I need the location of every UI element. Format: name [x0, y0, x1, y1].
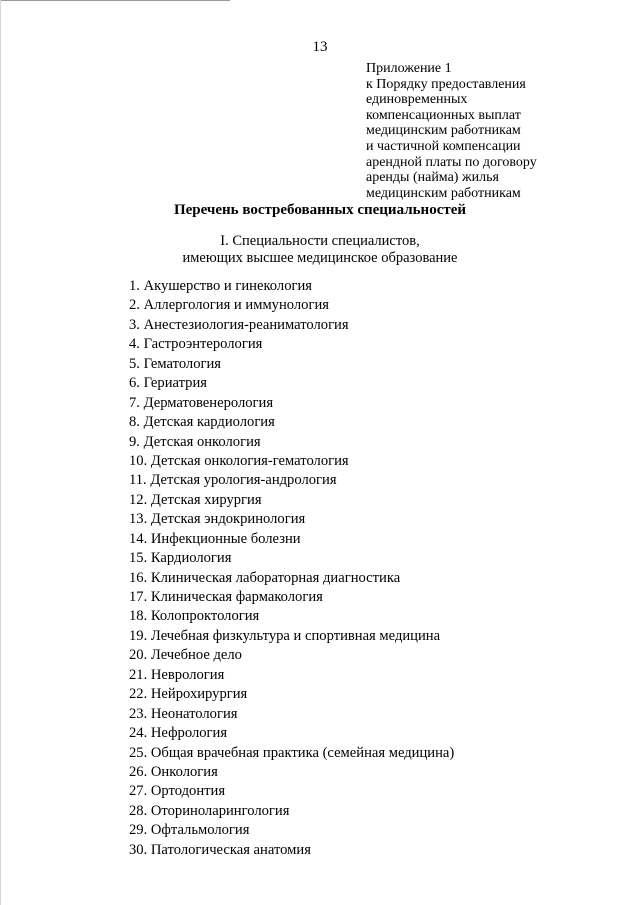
appendix-line: к Порядку предоставления	[366, 76, 526, 92]
list-item: 14. Инфекционные болезни	[129, 530, 301, 547]
appendix-line: медицинским работникам	[366, 123, 521, 139]
list-item: 15. Кардиология	[129, 550, 232, 567]
section-heading-line-2: имеющих высшее медицинское образование	[182, 249, 458, 266]
appendix-reference-block	[366, 61, 537, 201]
list-item: 21. Неврология	[129, 666, 225, 683]
appendix-line: аренды (найма) жилья	[366, 170, 499, 186]
section-heading-line-1: I. Специальности специалистов,	[220, 233, 420, 249]
list-item: 11. Детская урология-андрология	[129, 472, 337, 489]
list-item: 19. Лечебная физкультура и спортивная медицина	[129, 627, 441, 644]
list-item: 29. Офтальмология	[129, 822, 250, 839]
list-item: 27. Ортодонтия	[129, 783, 226, 800]
list-item: 12. Детская хирургия	[129, 491, 262, 508]
list-item: 17. Клиническая фармакология	[129, 589, 323, 605]
list-item: 3. Анестезиология-реаниматология	[129, 316, 349, 333]
list-item: 20. Лечебное дело	[129, 647, 242, 664]
section-heading	[0, 233, 640, 266]
list-item: 1. Акушерство и гинекология	[129, 278, 312, 294]
appendix-line: единовременных	[366, 92, 468, 108]
list-item: 25. Общая врачебная практика (семейная медицина)	[129, 744, 455, 761]
list-item: 7. Дерматовенерология	[129, 394, 274, 411]
specialty-list	[129, 277, 454, 860]
appendix-line: Приложение 1	[366, 61, 452, 76]
list-item: 18. Колопроктология	[129, 608, 260, 625]
scan-edge-top	[0, 0, 230, 1]
list-item: 13. Детская эндокринология	[129, 511, 306, 528]
list-item: 5. Гематология	[129, 355, 222, 372]
page-number: 13	[312, 39, 328, 55]
appendix-line: и частичной компенсации	[366, 138, 521, 154]
list-item: 28. Оториноларингология	[129, 802, 290, 819]
list-item: 10. Детская онкология-гематология	[129, 452, 349, 469]
list-item: 26. Онкология	[129, 763, 218, 780]
appendix-line: медицинским работникам	[366, 185, 521, 201]
document-title: Перечень востребованных специальностей	[173, 202, 467, 218]
list-item: 9. Детская онкология	[129, 433, 261, 450]
list-item: 8. Детская кардиология	[129, 414, 275, 431]
appendix-line: арендной платы по договору	[366, 154, 537, 170]
list-item: 22. Нейрохирургия	[129, 686, 248, 703]
list-item: 23. Неонатология	[129, 705, 238, 722]
list-item: 16. Клиническая лабораторная диагностика	[129, 569, 401, 586]
appendix-line: компенсационных выплат	[366, 107, 521, 123]
list-item: 30. Патологическая анатомия	[129, 841, 311, 858]
list-item: 2. Аллергология и иммунология	[129, 297, 329, 314]
list-item: 24. Нефрология	[129, 725, 228, 742]
scan-edge-left	[0, 0, 1, 905]
list-item: 6. Гериатрия	[129, 375, 207, 392]
list-item: 4. Гастроэнтерология	[129, 336, 263, 353]
